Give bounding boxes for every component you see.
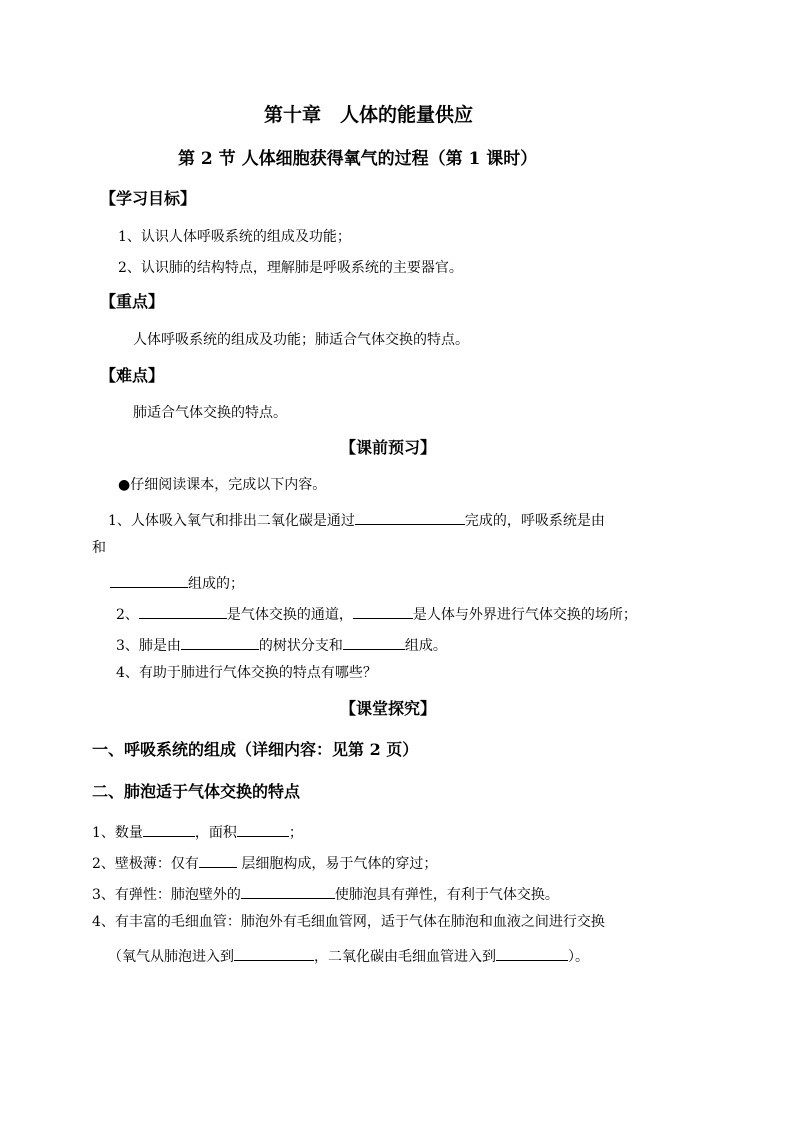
difficulty-heading: 【难点】: [100, 366, 165, 385]
fill-blank[interactable]: [139, 604, 227, 619]
fill-blank[interactable]: [181, 635, 259, 650]
difficulty-text: 肺适合气体交换的特点。: [133, 405, 287, 421]
q2-text-c: 是人体与外界进行气体交换的场所；: [412, 607, 637, 623]
q1-text-d: 组成的；: [188, 576, 244, 592]
explore-item-2: [92, 853, 437, 871]
item4b-text-c: ）。: [568, 949, 589, 965]
fill-blank[interactable]: [241, 884, 335, 899]
item3-text-b: 使肺泡具有弹性，有利于气体交换。: [334, 887, 559, 903]
q2-text-a: 2、: [116, 607, 139, 623]
q3-text-b: 的树状分支和: [258, 638, 343, 654]
preview-question-4: 4、有助于肺进行气体交换的特点有哪些？: [116, 665, 377, 681]
explore-heading: 【课堂探究】: [340, 699, 437, 718]
q1-text-a: 1、人体吸入氧气和排出二氧化碳是通过: [108, 513, 355, 529]
explore-section-1: 一、呼吸系统的组成（详细内容：见第 2 页）: [92, 740, 419, 759]
item2-text-a: 2、壁极薄：仅有: [92, 856, 199, 872]
item4b-text-b: ，二氧化碳由毛细血管进入到: [314, 949, 496, 965]
fill-blank[interactable]: [110, 573, 188, 588]
q2-text-b: 是气体交换的通道，: [226, 607, 353, 623]
preview-question-2: [116, 604, 637, 622]
fill-blank[interactable]: [199, 853, 237, 868]
explore-item-3: [92, 884, 559, 902]
q1-text-b: 完成的，呼吸系统是由: [464, 513, 605, 529]
item1-text-a: 1、数量: [92, 825, 143, 841]
preview-instruction: ●仔细阅读课本，完成以下内容。: [118, 477, 327, 493]
preview-question-1-cont: [110, 573, 244, 591]
explore-item-4: 4、有丰富的毛细血管：肺泡外有毛细血管网，适于气体在肺泡和血液之间进行交换: [92, 914, 605, 930]
key-text: 人体呼吸系统的组成及功能；肺适合气体交换的特点。: [133, 332, 469, 348]
item4b-text-a: （氧气从肺泡进入到: [108, 949, 234, 965]
q1-text-c: 和: [92, 540, 106, 556]
fill-blank[interactable]: [234, 946, 314, 961]
section-subtitle: 第 2 节 人体细胞获得氧气的过程（第 1 课时）: [178, 149, 538, 169]
fill-blank[interactable]: [353, 604, 413, 619]
preview-question-3: [116, 635, 447, 653]
fill-blank[interactable]: [237, 822, 289, 837]
goal-item: 1、认识人体呼吸系统的组成及功能；: [118, 229, 351, 245]
fill-blank[interactable]: [496, 946, 568, 961]
explore-item-4-cont: [108, 946, 589, 964]
explore-item-1: [92, 822, 303, 840]
page-title: 第十章 人体的能量供应: [264, 104, 474, 126]
key-heading: 【重点】: [100, 292, 165, 311]
fill-blank[interactable]: [355, 510, 465, 525]
goals-heading: 【学习目标】: [100, 189, 197, 208]
explore-section-2: 二、肺泡适于气体交换的特点: [92, 782, 301, 801]
q3-text-c: 组成。: [404, 638, 447, 654]
item3-text-a: 3、有弹性：肺泡壁外的: [92, 887, 241, 903]
goal-item: 2、认识肺的结构特点，理解肺是呼吸系统的主要器官。: [118, 260, 463, 276]
preview-question-1: [108, 510, 605, 528]
q3-text-a: 3、肺是由: [116, 638, 181, 654]
preview-heading: 【课前预习】: [340, 438, 437, 457]
fill-blank[interactable]: [343, 635, 405, 650]
item1-text-c: ；: [288, 825, 303, 841]
item1-text-b: ，面积: [194, 825, 237, 841]
item2-text-b: 层细胞构成，易于气体的穿过；: [236, 856, 438, 872]
fill-blank[interactable]: [143, 822, 195, 837]
